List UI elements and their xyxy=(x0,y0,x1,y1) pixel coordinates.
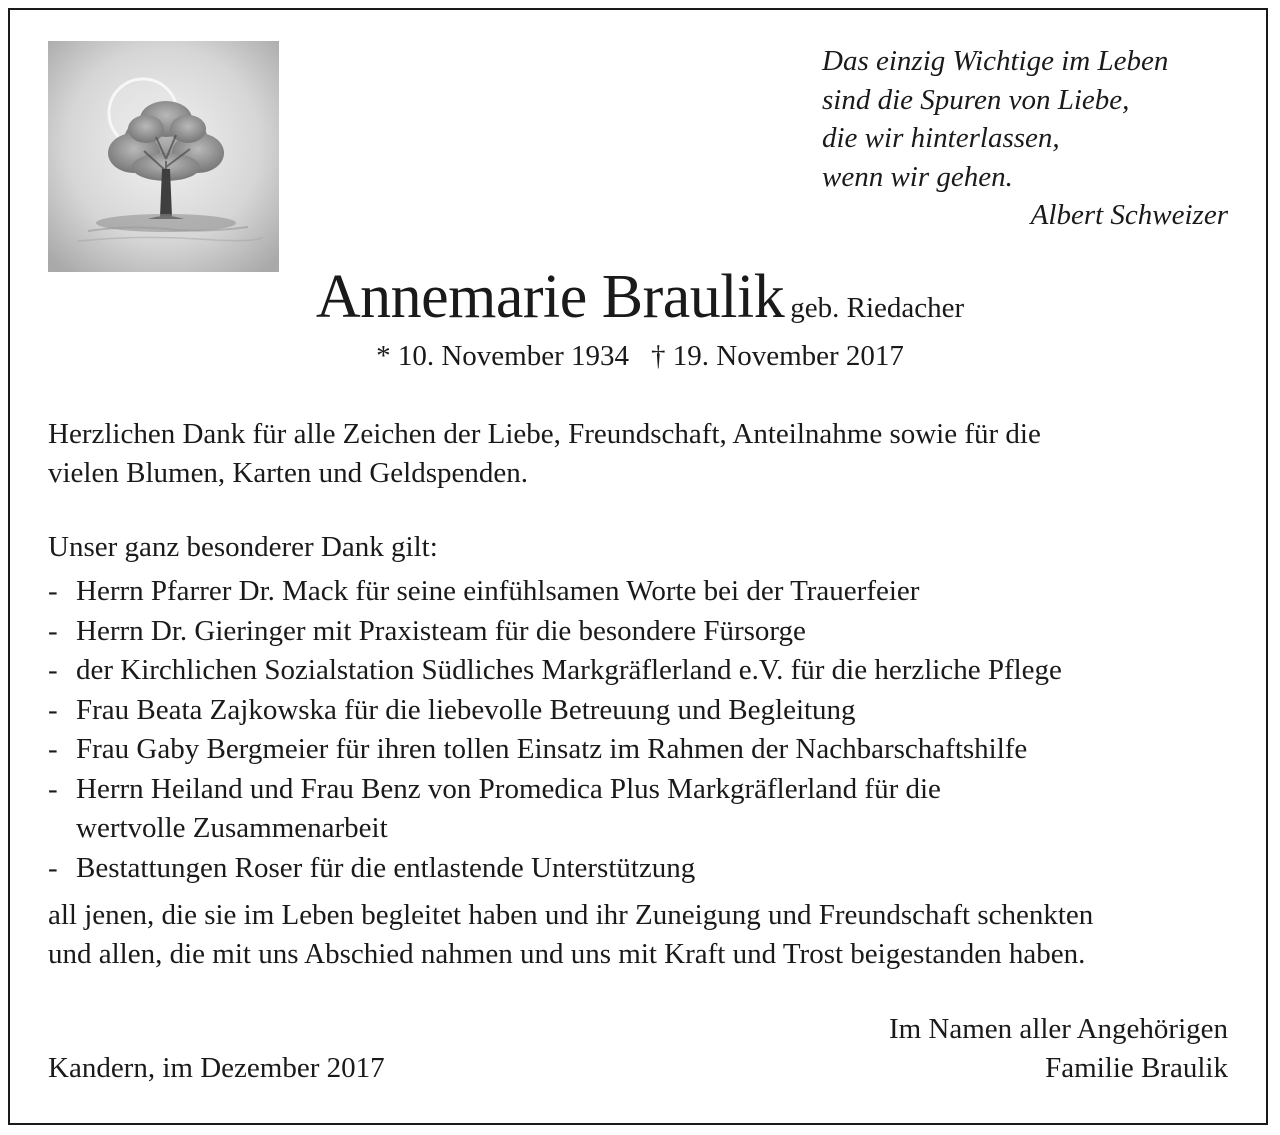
list-item-text: Herrn Pfarrer Dr. Mack für seine einfühlsamen Worte bei der Trauerfeier xyxy=(76,575,920,607)
list-item xyxy=(48,612,1238,652)
list-item-text: Frau Gaby Bergmeier für ihren tollen Einsatz im Rahmen der Nachbarschaftshilfe xyxy=(76,733,1028,765)
quote-author: Albert Schweizer xyxy=(1030,199,1228,231)
maiden-name: geb. Riedacher xyxy=(790,292,965,324)
thanks-intro-line: vielen Blumen, Karten und Geldspenden. xyxy=(48,457,528,489)
tree-icon xyxy=(48,41,279,272)
life-dates xyxy=(0,340,1280,373)
quote-line: Das einzig Wichtige im Leben xyxy=(822,45,1169,77)
thanks-intro xyxy=(48,415,1238,493)
list-item xyxy=(48,770,1238,810)
quote-line: sind die Spuren von Liebe, xyxy=(822,83,1130,116)
list-item-text: Herrn Heiland und Frau Benz von Promedica Plus Markgräflerland für die xyxy=(76,772,941,805)
list-item-text: der Kirchlichen Sozialstation Südliches Markgräflerland e.V. für die herzliche Pflege xyxy=(76,654,1062,686)
closing-line: all jenen, die sie im Leben begleitet haben und ihr Zuneigung und Freundschaft schenkten xyxy=(48,899,1094,931)
list-item-text: Herrn Dr. Gieringer mit Praxisteam für die besondere Fürsorge xyxy=(76,614,806,647)
signature-line: Im Namen aller Angehörigen xyxy=(888,1013,1228,1045)
deceased-name: Annemarie Braulik xyxy=(315,263,785,331)
list-item xyxy=(48,730,1238,770)
thanks-list xyxy=(48,572,1238,888)
quote-line: wenn wir gehen. xyxy=(822,160,1013,193)
list-dash: - xyxy=(48,654,58,686)
list-item-text: Frau Beata Zajkowska für die liebevolle Betreuung und Begleitung xyxy=(76,693,856,726)
signature xyxy=(889,1010,1228,1088)
list-item xyxy=(48,572,1238,612)
quote-line: die wir hinterlassen, xyxy=(822,122,1060,154)
list-dash: - xyxy=(48,575,58,607)
list-item-text: Bestattungen Roser für die entlastende Unterstützung xyxy=(76,851,696,884)
closing-text xyxy=(48,896,1238,974)
tree-photo xyxy=(48,41,279,272)
list-item xyxy=(48,691,1238,731)
closing-line: und allen, die mit uns Abschied nahmen und uns mit Kraft und Trost beigestanden haben. xyxy=(48,938,1086,970)
list-dash: - xyxy=(48,693,58,726)
birth-date: * 10. November 1934 xyxy=(376,340,629,372)
deceased-name-block xyxy=(0,262,1280,333)
quote xyxy=(822,42,1232,235)
death-date: † 19. November 2017 xyxy=(651,340,904,372)
thanks-intro-line: Herzlichen Dank für alle Zeichen der Liebe, Freundschaft, Anteilnahme sowie für die xyxy=(48,418,1041,450)
list-item xyxy=(48,651,1238,691)
list-dash: - xyxy=(48,614,58,647)
list-dash: - xyxy=(48,772,58,805)
family-name: Familie Braulik xyxy=(1045,1052,1228,1084)
list-dash: - xyxy=(48,733,58,765)
list-item-continuation xyxy=(48,809,1238,849)
place-date: Kandern, im Dezember 2017 xyxy=(48,1052,385,1084)
list-dash: - xyxy=(48,851,58,884)
list-item xyxy=(48,849,1238,889)
special-thanks-heading: Unser ganz besonderer Dank gilt: xyxy=(48,531,438,563)
list-item-text: wertvolle Zusammenarbeit xyxy=(76,812,388,844)
